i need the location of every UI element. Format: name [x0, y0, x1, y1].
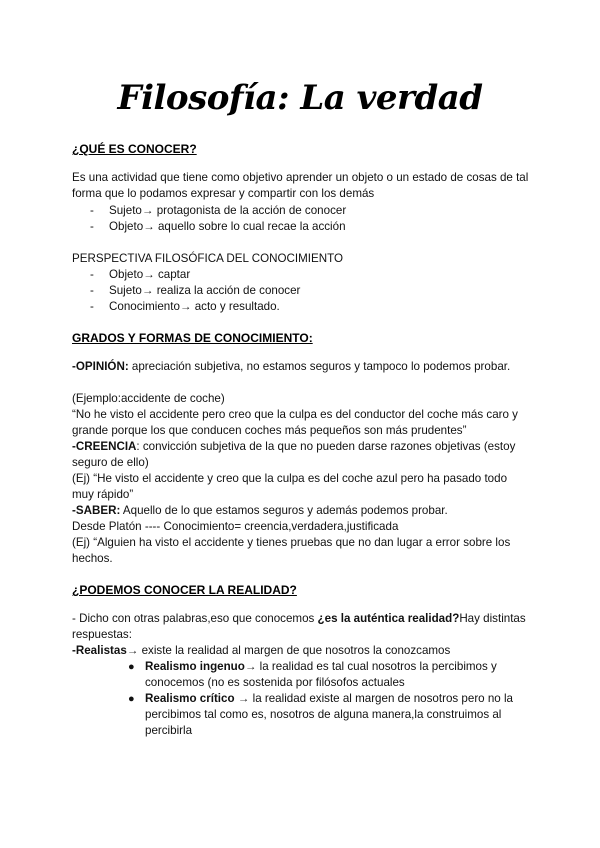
- bullet-text: → la realidad es tal cual nosotros la percibimos y conocemos (no es sostenida por filósofos actuales: [145, 660, 497, 689]
- dash-bullet: -: [90, 300, 94, 313]
- bullet-dot-icon: ●: [128, 661, 135, 673]
- bullet-term: Realismo crítico: [145, 692, 235, 705]
- bullet-item: [145, 659, 525, 691]
- opinion-quote: “No he visto el accidente pero creo que la culpa es del conductor del coche más caro y grande porque los que conducen coches más pequeños son más prudentes”: [72, 408, 518, 437]
- creencia-term: -CREENCIA: [72, 440, 137, 453]
- saber-text: Aquello de lo que estamos seguros y además podemos probar.: [120, 504, 448, 517]
- dash-bullet: -: [90, 284, 94, 297]
- saber-term: -SABER:: [72, 504, 121, 517]
- platon-line: Desde Platón ---- Conocimiento= creencia,verdadera,justificada: [72, 520, 399, 533]
- paragraph-definition: Es una actividad que tiene como objetivo aprender un objeto o un estado de cosas de tal forma que lo podamos expresar y compartir con los demás: [72, 171, 529, 200]
- creencia-text: : convicción subjetiva de la que no pueden darse razones objetivas (estoy seguro de ello): [72, 440, 516, 469]
- section-heading-podemos-conocer: ¿PODEMOS CONOCER LA REALIDAD?: [72, 583, 297, 597]
- realistas-text: → existe la realidad al margen de que nosotros la conozcamos: [126, 644, 451, 657]
- perspective-title: PERSPECTIVA FILOSÓFICA DEL CONOCIMIENTO: [72, 252, 344, 265]
- saber-paragraph: [72, 503, 532, 519]
- bullet-term: Realismo ingenuo: [145, 660, 245, 673]
- opinion-example: (Ejemplo:accidente de coche): [72, 392, 225, 405]
- bullet-text: → la realidad existe al margen de nosotros pero no la percibimos tal como es, nosotros de alguna manera,la construimos al percibirla: [145, 692, 513, 737]
- intro-post: Hay distintas respuestas:: [72, 612, 526, 641]
- bullet-dot-icon: ●: [128, 693, 135, 705]
- opinion-term: -OPINIÓN:: [72, 360, 129, 373]
- list-item: Sujeto→ protagonista de la acción de conocer: [109, 204, 347, 217]
- list-item: Objeto→ aquello sobre lo cual recae la acción: [109, 220, 346, 233]
- page-title: Filosofía: La verdad: [117, 78, 483, 118]
- realistas-line: [72, 643, 450, 659]
- dash-bullet: -: [90, 220, 94, 233]
- realistas-term: -Realistas: [72, 644, 127, 657]
- realidad-intro: [72, 611, 532, 643]
- creencia-paragraph: [72, 439, 532, 471]
- creencia-example: (Ej) “He visto el accidente y creo que la culpa es del coche azul pero ha pasado todo muy rápido”: [72, 472, 508, 501]
- opinion-paragraph: [72, 359, 532, 375]
- section-heading-grados: GRADOS Y FORMAS DE CONOCIMIENTO:: [72, 331, 313, 345]
- intro-bold: ¿es la auténtica realidad?: [317, 612, 460, 625]
- bullet-item: [145, 691, 525, 739]
- intro-pre: - Dicho con otras palabras,eso que conocemos: [72, 612, 318, 625]
- list-item: Sujeto→ realiza la acción de conocer: [109, 284, 301, 297]
- opinion-text: apreciación subjetiva, no estamos seguros y tampoco lo podemos probar.: [128, 360, 511, 373]
- dash-bullet: -: [90, 204, 94, 217]
- dash-bullet: -: [90, 268, 94, 281]
- list-item: Objeto→ captar: [109, 268, 191, 281]
- list-item: Conocimiento→ acto y resultado.: [109, 300, 280, 313]
- section-heading-que-es-conocer: ¿QUÉ ES CONOCER?: [72, 142, 197, 156]
- saber-example: (Ej) “Alguien ha visto el accidente y tienes pruebas que no dan lugar a error sobre los hechos.: [72, 536, 511, 565]
